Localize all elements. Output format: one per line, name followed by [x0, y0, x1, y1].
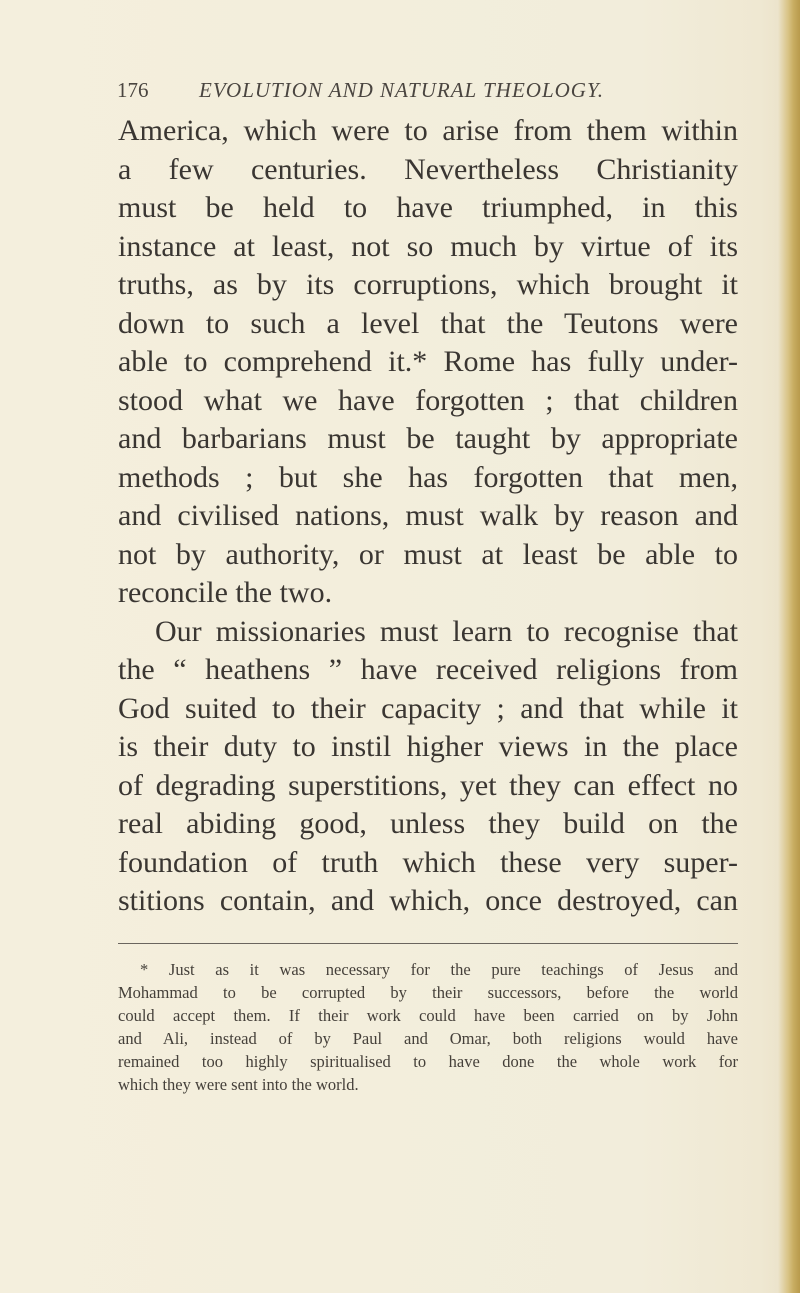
- body-line: America, which were to arise from them within: [118, 114, 738, 147]
- body-line: a few centuries. Nevertheless Christianity: [118, 152, 738, 186]
- page-number: 176: [117, 78, 149, 102]
- footnote-line: and Ali, instead of by Paul and Omar, both religions would have: [118, 1029, 738, 1048]
- body-line: stood what we have forgotten ; that children: [118, 383, 738, 417]
- footnote-line: * Just as it was necessary for the pure teachings of Jesus and: [140, 960, 738, 979]
- footnote-line: Mohammad to be corrupted by their successors, before the world: [118, 983, 738, 1002]
- body-text: [118, 112, 738, 921]
- body-line: the “ heathens ” have received religions from: [118, 653, 738, 686]
- footnote: [118, 958, 738, 1096]
- body-line: and civilised nations, must walk by reason and: [118, 499, 738, 532]
- body-line: real abiding good, unless they build on the: [118, 807, 738, 840]
- body-line: of degrading superstitions, yet they can effect no: [118, 768, 738, 802]
- body-line: not by authority, or must at least be able to: [118, 537, 738, 571]
- body-line: methods ; but she has forgotten that men,: [118, 460, 738, 494]
- body-line: and barbarians must be taught by appropriate: [118, 422, 738, 455]
- footnote-line: could accept them. If their work could have been carried on by John: [118, 1006, 738, 1025]
- body-line: truths, as by its corruptions, which brought it: [118, 268, 738, 301]
- body-line: must be held to have triumphed, in this: [118, 191, 738, 224]
- running-title: EVOLUTION AND NATURAL THEOLOGY.: [199, 78, 604, 102]
- body-line: Our missionaries must learn to recognise that: [155, 614, 738, 648]
- body-line: foundation of truth which these very super-: [118, 845, 738, 879]
- footnote-rule: [118, 943, 738, 944]
- body-line: is their duty to instil higher views in the place: [118, 730, 738, 763]
- body-line: instance at least, not so much by virtue of its: [118, 229, 738, 263]
- body-line: stitions contain, and which, once destroyed, can: [118, 884, 738, 917]
- footnote-line: which they were sent into the world.: [118, 1075, 359, 1094]
- body-line: down to such a level that the Teutons were: [118, 306, 738, 340]
- page-edge-shadow: [778, 0, 800, 1293]
- body-line: God suited to their capacity ; and that while it: [118, 691, 738, 725]
- body-line: able to comprehend it.* Rome has fully under-: [118, 345, 738, 378]
- running-head: [117, 78, 717, 108]
- body-line: reconcile the two.: [118, 576, 333, 609]
- footnote-line: remained too highly spiritualised to have done the whole work for: [118, 1052, 738, 1071]
